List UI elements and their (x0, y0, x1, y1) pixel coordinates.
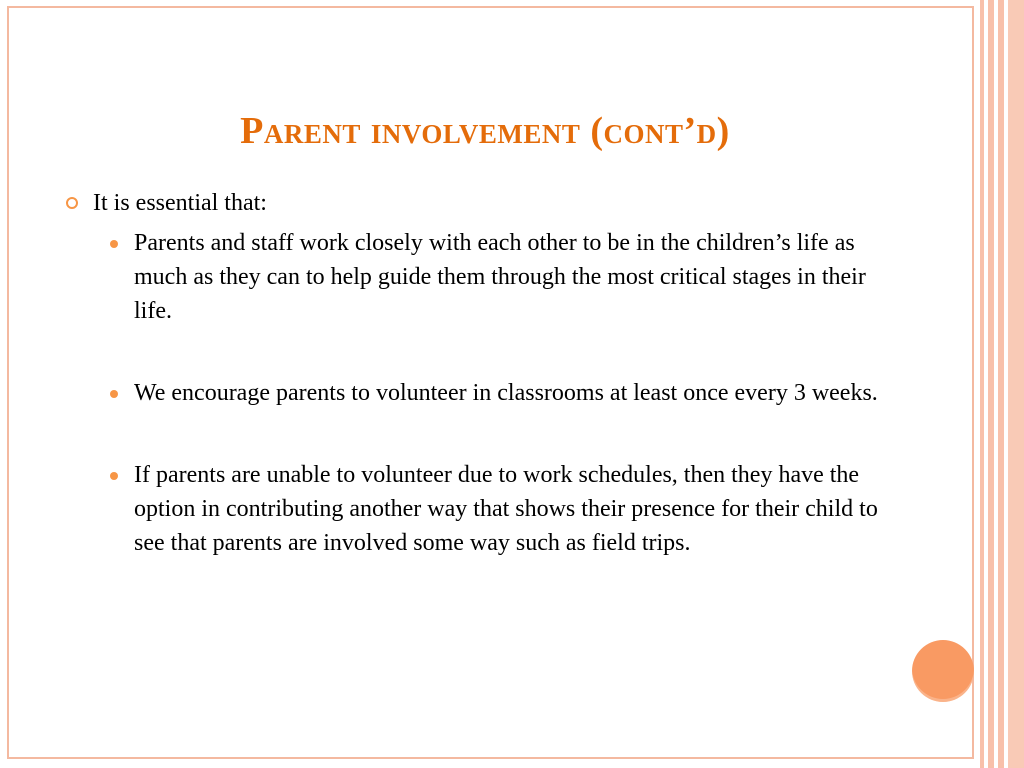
sub-bullet-text: Parents and staff work closely with each other to be in the children’s life as much as they can to help guide them through the most critical stages in their life. (134, 230, 866, 324)
decorative-circle (912, 640, 974, 702)
slide-title: Parent involvement (cont’d) (240, 110, 730, 152)
slide-content (60, 186, 890, 608)
stripe (980, 0, 984, 768)
dot-bullet-icon (110, 390, 118, 398)
sub-bullet-item (60, 458, 890, 560)
sub-bullet-text: We encourage parents to volunteer in classrooms at least once every 3 weeks. (134, 380, 878, 406)
stripe (998, 0, 1004, 768)
dot-bullet-icon (110, 472, 118, 480)
sub-bullet-item (60, 226, 890, 328)
dot-bullet-icon (110, 240, 118, 248)
decorative-side-stripes (974, 0, 1024, 768)
level1-bullet (60, 186, 890, 220)
sub-bullet-item (60, 376, 890, 410)
level1-text: It is essential that: (93, 190, 267, 216)
sub-bullet-text: If parents are unable to volunteer due to work schedules, then they have the option in contributing another way that shows their presence for their child to see that parents are involved some way such as field trips. (134, 462, 878, 556)
stripe (988, 0, 994, 768)
stripe (1008, 0, 1024, 768)
ring-bullet-icon (66, 197, 78, 209)
sub-bullet-list (60, 226, 890, 560)
